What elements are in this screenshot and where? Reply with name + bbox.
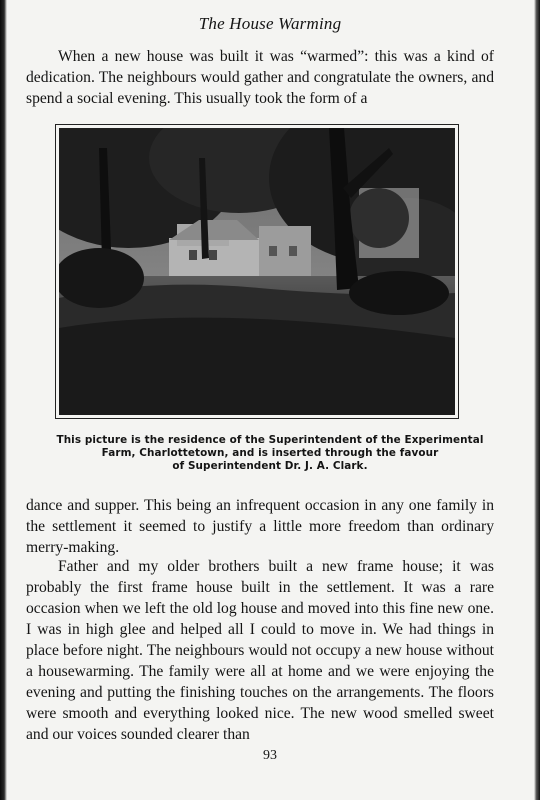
paragraph-1: When a new house was built it was “warmed”: this was a kind of dedication. The neighbours would gather and congratulate the owners, and spend a social evening. This usually took the form of a <box>26 48 494 107</box>
farm-residence-photograph <box>59 128 455 415</box>
paragraph-3: Father and my older brothers built a new frame house; it was probably the first frame house built in the settlement. It was a rare occasion when we left the old log house and moved into this fine new one. I was in high glee and helped all I could to move in. We had things in place before night. The neighbours would not occupy a new house without a housewarming. The family were all at home and we were enjoying the evening and putting the finishing touches on the arrangements. The floors were smooth and everything looked nice. The new wood smelled sweet and our voices sounded clearer than <box>26 558 494 743</box>
page-binding-edge <box>0 0 7 800</box>
running-head: The House Warming <box>198 14 342 33</box>
page-number: 93 <box>263 748 277 763</box>
photograph-frame <box>55 124 459 419</box>
caption-line: This picture is the residence of the Superintendent of the Experimental <box>56 434 484 446</box>
photo-caption <box>30 434 510 474</box>
caption-line: of Superintendent Dr. J. A. Clark. <box>172 460 368 473</box>
page-right-edge <box>534 0 540 800</box>
paragraph-2: dance and supper. This being an infrequent occasion in any one family in the settlement it seemed to justify a little more freedom than ordinary merry-making. <box>26 497 494 556</box>
caption-line: Farm, Charlottetown, and is inserted through the favour <box>101 447 439 460</box>
